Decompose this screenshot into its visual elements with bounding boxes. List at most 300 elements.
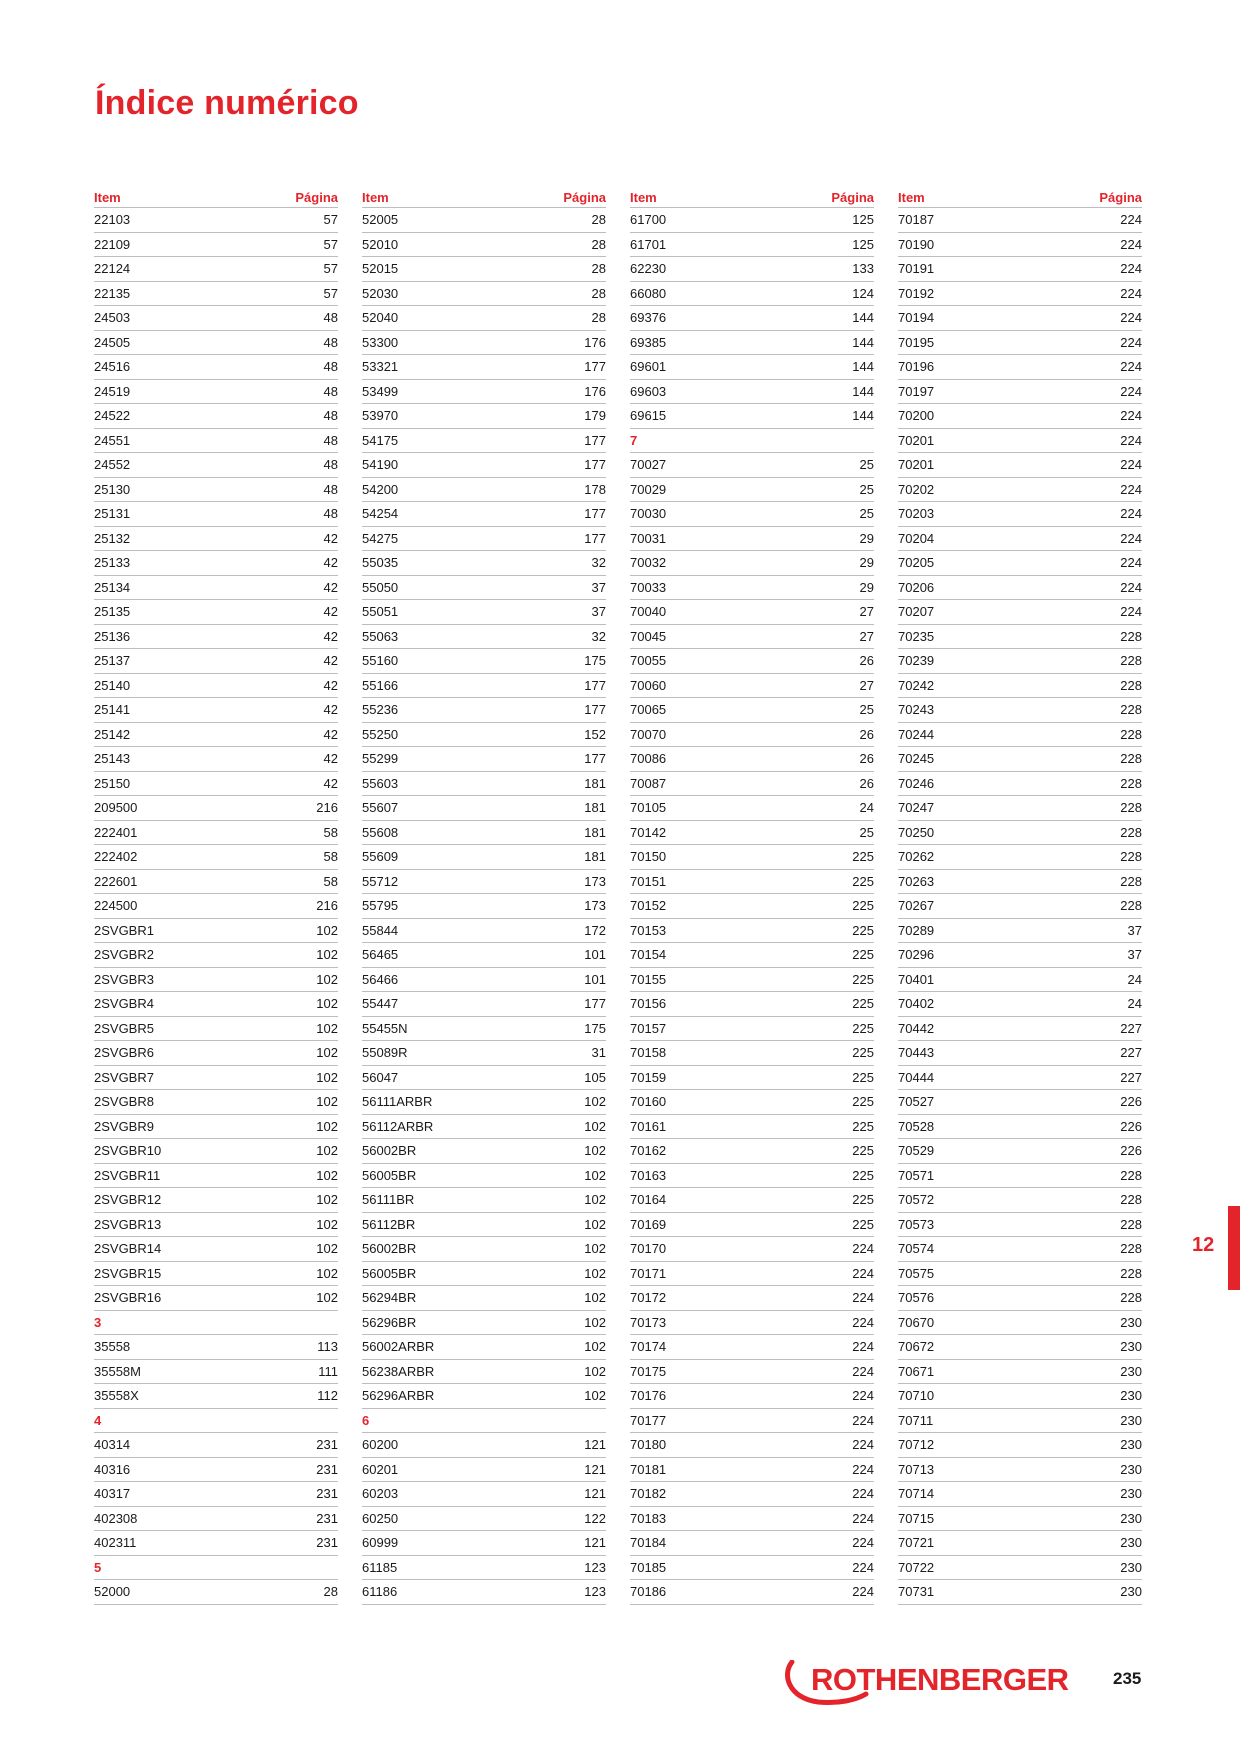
page-reference: 224 (1120, 383, 1142, 399)
page-reference: 224 (1120, 481, 1142, 497)
index-row (362, 1090, 606, 1115)
page-reference: 224 (852, 1461, 874, 1477)
page-reference: 102 (584, 1118, 606, 1134)
index-row (362, 1507, 606, 1532)
item-number: 70173 (630, 1314, 667, 1330)
item-number: 56112BR (362, 1216, 416, 1232)
page-reference: 48 (323, 359, 338, 374)
item-number: 70527 (898, 1094, 935, 1109)
page-reference: 177 (584, 677, 606, 693)
index-row (94, 821, 338, 846)
item-number: 70065 (630, 702, 667, 717)
index-row (94, 992, 338, 1017)
item-number: 70267 (898, 898, 935, 913)
item-number: 70239 (898, 653, 935, 668)
item-number: 60999 (362, 1535, 399, 1550)
item-number: 70201 (898, 457, 935, 472)
page-reference: 228 (1120, 824, 1142, 840)
page-reference: 102 (584, 1314, 606, 1330)
page-reference: 102 (584, 1216, 606, 1232)
index-row (94, 1286, 338, 1311)
item-number: 2SVGBR5 (94, 1020, 154, 1036)
index-row (630, 649, 874, 674)
index-row (630, 919, 874, 944)
page-reference: 224 (1120, 457, 1142, 472)
index-row (362, 1458, 606, 1483)
item-number: 70712 (898, 1437, 935, 1452)
page-reference: 228 (1120, 677, 1142, 693)
item-number: 70203 (898, 506, 935, 521)
item-number: 40316 (94, 1461, 131, 1477)
item-number: 56294BR (362, 1290, 417, 1305)
item-number: 70731 (898, 1584, 935, 1599)
page-reference: 228 (1120, 873, 1142, 889)
page-reference: 228 (1120, 800, 1142, 815)
item-number: 70296 (898, 947, 935, 962)
page-reference: 101 (584, 947, 606, 962)
section-heading-row (94, 1409, 338, 1434)
index-row (362, 1360, 606, 1385)
item-number: 40317 (94, 1486, 131, 1501)
item-number: 62230 (630, 261, 667, 276)
item-number: 70174 (630, 1339, 667, 1354)
page-reference: 125 (852, 236, 874, 252)
index-row (630, 894, 874, 919)
index-row (94, 723, 338, 748)
page-reference: 177 (584, 506, 606, 521)
page-reference: 176 (584, 334, 606, 350)
item-number: 70030 (630, 506, 667, 521)
page-reference: 224 (1120, 310, 1142, 325)
page-reference: 28 (591, 212, 606, 227)
index-row (362, 429, 606, 454)
page-reference: 230 (1120, 1363, 1142, 1379)
item-number: 66080 (630, 285, 667, 301)
page-reference: 102 (316, 1290, 338, 1305)
index-row (362, 992, 606, 1017)
index-row (362, 380, 606, 405)
index-row (362, 1531, 606, 1556)
index-row (362, 1066, 606, 1091)
item-number: 52015 (362, 261, 399, 276)
item-number: 54200 (362, 481, 399, 497)
page-reference: 28 (323, 1584, 338, 1599)
page-reference: 228 (1120, 1167, 1142, 1183)
page-reference: 216 (316, 800, 338, 815)
page-reference: 144 (852, 334, 874, 350)
item-number: 70160 (630, 1094, 667, 1109)
index-row (362, 1311, 606, 1336)
item-number: 60250 (362, 1510, 399, 1526)
index-row (630, 1384, 874, 1409)
index-row (898, 1066, 1142, 1091)
item-number: 70164 (630, 1192, 667, 1207)
index-row (898, 1531, 1142, 1556)
index-row (362, 1041, 606, 1066)
item-number: 70181 (630, 1461, 667, 1477)
item-number: 70191 (898, 261, 935, 276)
page-reference: 224 (852, 1535, 874, 1550)
item-number: 2SVGBR12 (94, 1192, 162, 1207)
page-reference: 224 (852, 1584, 874, 1599)
item-number: 70250 (898, 824, 935, 840)
section-heading-row (94, 1311, 338, 1336)
index-row (898, 1262, 1142, 1287)
page-reference: 224 (1120, 555, 1142, 570)
index-row (94, 1433, 338, 1458)
index-row (94, 772, 338, 797)
column-header (630, 188, 874, 208)
page-reference: 177 (584, 751, 606, 766)
index-row (94, 306, 338, 331)
index-row (362, 772, 606, 797)
index-row (362, 208, 606, 233)
page-reference: 25 (859, 824, 874, 840)
section-heading: 4 (94, 1412, 102, 1428)
page-reference: 24 (1127, 971, 1142, 987)
page-reference: 224 (852, 1510, 874, 1526)
item-number: 70242 (898, 677, 935, 693)
index-row (898, 1507, 1142, 1532)
page-reference: 42 (323, 751, 338, 766)
item-number: 56465 (362, 947, 399, 962)
page-reference: 37 (591, 579, 606, 595)
index-row (630, 527, 874, 552)
index-row (898, 1237, 1142, 1262)
item-number: 56002ARBR (362, 1339, 435, 1354)
item-number: 69615 (630, 408, 667, 423)
index-row (94, 870, 338, 895)
index-row (898, 1041, 1142, 1066)
page-reference: 228 (1120, 1216, 1142, 1232)
item-number: 70175 (630, 1363, 667, 1379)
page-reference: 228 (1120, 1192, 1142, 1207)
page-reference: 225 (852, 1020, 874, 1036)
page-reference: 225 (852, 1094, 874, 1109)
page-reference: 181 (584, 775, 606, 791)
index-row (898, 1017, 1142, 1042)
index-row (362, 331, 606, 356)
index-column-1 (94, 188, 338, 1605)
index-row (898, 1482, 1142, 1507)
page-reference: 102 (316, 1216, 338, 1232)
item-number: 56296ARBR (362, 1388, 435, 1403)
index-row (94, 576, 338, 601)
item-number: 222402 (94, 849, 138, 864)
index-row (94, 1580, 338, 1605)
page-reference: 224 (1120, 261, 1142, 276)
index-row (630, 992, 874, 1017)
item-number: 70721 (898, 1535, 935, 1550)
item-number: 61700 (630, 212, 667, 227)
item-number: 70157 (630, 1020, 667, 1036)
index-row (94, 1384, 338, 1409)
item-number: 70159 (630, 1069, 667, 1085)
index-row (898, 772, 1142, 797)
page-reference: 37 (1127, 922, 1142, 938)
index-row (94, 649, 338, 674)
index-row (94, 674, 338, 699)
index-row (94, 429, 338, 454)
item-number: 70187 (898, 212, 935, 227)
index-row (630, 502, 874, 527)
section-heading-row (362, 1409, 606, 1434)
item-number: 2SVGBR11 (94, 1167, 161, 1183)
header-page-label: Página (1099, 190, 1142, 205)
index-row (94, 233, 338, 258)
index-row (630, 1262, 874, 1287)
index-row (362, 674, 606, 699)
index-row (898, 1115, 1142, 1140)
index-row (362, 821, 606, 846)
page-reference: 225 (852, 947, 874, 962)
page-reference: 102 (316, 922, 338, 938)
index-row (362, 919, 606, 944)
item-number: 56238ARBR (362, 1363, 435, 1379)
index-row (630, 404, 874, 429)
item-number: 70670 (898, 1314, 935, 1330)
item-number: 70070 (630, 726, 667, 742)
page-reference: 177 (584, 996, 606, 1011)
page-reference: 224 (1120, 579, 1142, 595)
index-row (898, 747, 1142, 772)
page-reference: 177 (584, 359, 606, 374)
page-reference: 228 (1120, 1241, 1142, 1256)
index-row (898, 625, 1142, 650)
item-number: 2SVGBR7 (94, 1069, 154, 1085)
page-reference: 42 (323, 702, 338, 717)
item-number: 24522 (94, 408, 131, 423)
item-number: 70444 (898, 1069, 935, 1085)
page-reference: 230 (1120, 1486, 1142, 1501)
section-heading-row (94, 1556, 338, 1581)
item-number: 56111BR (362, 1192, 415, 1207)
index-row (362, 1556, 606, 1581)
index-row (94, 1164, 338, 1189)
index-row (362, 600, 606, 625)
item-number: 69601 (630, 359, 667, 374)
item-number: 60200 (362, 1437, 399, 1452)
page-reference: 102 (584, 1339, 606, 1354)
item-number: 55603 (362, 775, 399, 791)
index-row (362, 233, 606, 258)
item-number: 24552 (94, 457, 131, 472)
index-row (362, 845, 606, 870)
item-number: 70105 (630, 800, 667, 815)
item-number: 70204 (898, 530, 935, 546)
item-number: 70176 (630, 1388, 667, 1403)
page-reference: 58 (323, 849, 338, 864)
item-number: 70186 (630, 1584, 667, 1599)
index-row (94, 919, 338, 944)
page-reference: 228 (1120, 628, 1142, 644)
item-number: 55844 (362, 922, 399, 938)
index-column-4 (898, 188, 1142, 1605)
index-row (362, 527, 606, 552)
page-reference: 225 (852, 1216, 874, 1232)
index-row (898, 674, 1142, 699)
item-number: 70171 (630, 1265, 667, 1281)
page-reference: 57 (323, 261, 338, 276)
page-reference: 113 (317, 1339, 338, 1354)
header-item-label: Item (94, 190, 121, 205)
index-row (94, 894, 338, 919)
item-number: 40314 (94, 1437, 131, 1452)
index-row (630, 1580, 874, 1605)
index-row (630, 772, 874, 797)
item-number: 53970 (362, 408, 399, 423)
page-reference: 102 (316, 1143, 338, 1158)
page-reference: 123 (584, 1584, 606, 1599)
page-reference: 177 (584, 432, 606, 448)
item-number: 35558 (94, 1339, 131, 1354)
item-number: 70162 (630, 1143, 667, 1158)
index-row (898, 845, 1142, 870)
page-reference: 231 (316, 1535, 338, 1550)
page-reference: 42 (323, 604, 338, 619)
index-row (94, 1458, 338, 1483)
index-row (630, 1188, 874, 1213)
page-reference: 58 (323, 873, 338, 889)
page-reference: 101 (584, 971, 606, 987)
index-row (898, 1213, 1142, 1238)
index-row (94, 257, 338, 282)
index-row (362, 1213, 606, 1238)
item-number: 35558M (94, 1363, 141, 1379)
index-row (94, 1507, 338, 1532)
index-row (362, 1164, 606, 1189)
page-reference: 102 (316, 996, 338, 1011)
item-number: 70402 (898, 996, 935, 1011)
page-reference: 42 (323, 653, 338, 668)
index-row (898, 1360, 1142, 1385)
item-number: 2SVGBR16 (94, 1290, 162, 1305)
page-reference: 225 (852, 873, 874, 889)
index-row (630, 208, 874, 233)
index-row (898, 1139, 1142, 1164)
index-row (94, 331, 338, 356)
index-row (630, 1433, 874, 1458)
page-reference: 230 (1120, 1339, 1142, 1354)
index-row (630, 1041, 874, 1066)
index-row (898, 1458, 1142, 1483)
item-number: 70031 (630, 530, 667, 546)
item-number: 25143 (94, 751, 131, 766)
item-number: 70152 (630, 898, 667, 913)
item-number: 52000 (94, 1584, 131, 1599)
page-reference: 224 (1120, 212, 1142, 227)
index-row (630, 1115, 874, 1140)
item-number: 70180 (630, 1437, 667, 1452)
item-number: 70190 (898, 236, 935, 252)
item-number: 25132 (94, 530, 131, 546)
page-reference: 144 (852, 310, 874, 325)
index-row (898, 698, 1142, 723)
item-number: 70235 (898, 628, 935, 644)
index-row (94, 380, 338, 405)
index-row (362, 796, 606, 821)
item-number: 70205 (898, 555, 935, 570)
page-reference: 230 (1120, 1510, 1142, 1526)
item-number: 70263 (898, 873, 935, 889)
page-reference: 121 (584, 1437, 606, 1452)
page-reference: 228 (1120, 775, 1142, 791)
item-number: 69376 (630, 310, 667, 325)
page-reference: 227 (1120, 1045, 1142, 1060)
item-number: 70443 (898, 1045, 935, 1060)
page-reference: 231 (316, 1461, 338, 1477)
page-reference: 25 (859, 481, 874, 497)
item-number: 55607 (362, 800, 399, 815)
index-row (362, 355, 606, 380)
page-reference: 181 (584, 849, 606, 864)
item-number: 70711 (898, 1412, 934, 1428)
page-reference: 29 (859, 530, 874, 546)
index-row (94, 478, 338, 503)
index-row (898, 453, 1142, 478)
page-reference: 224 (1120, 285, 1142, 301)
item-number: 70574 (898, 1241, 935, 1256)
page-reference: 231 (316, 1510, 338, 1526)
item-number: 55795 (362, 898, 399, 913)
index-row (94, 1115, 338, 1140)
index-row (362, 1384, 606, 1409)
index-row (94, 1090, 338, 1115)
index-row (630, 674, 874, 699)
page-reference: 224 (852, 1559, 874, 1575)
index-row (898, 429, 1142, 454)
item-number: 70571 (898, 1167, 935, 1183)
item-number: 55160 (362, 653, 399, 668)
item-number: 2SVGBR14 (94, 1241, 162, 1256)
index-row (362, 723, 606, 748)
item-number: 70442 (898, 1020, 935, 1036)
page-reference: 48 (323, 457, 338, 472)
item-number: 70529 (898, 1143, 935, 1158)
index-row (898, 992, 1142, 1017)
index-row (630, 453, 874, 478)
item-number: 22109 (94, 236, 131, 252)
page-reference: 228 (1120, 898, 1142, 913)
page-reference: 58 (323, 824, 338, 840)
index-row (898, 1433, 1142, 1458)
item-number: 2SVGBR2 (94, 947, 154, 962)
item-number: 53499 (362, 383, 399, 399)
item-number: 2SVGBR3 (94, 971, 154, 987)
item-number: 52030 (362, 285, 399, 301)
page-reference: 224 (852, 1388, 874, 1403)
header-page-label: Página (563, 190, 606, 205)
page-reference: 105 (584, 1069, 606, 1085)
page-reference: 230 (1120, 1437, 1142, 1452)
index-row (362, 453, 606, 478)
item-number: 70182 (630, 1486, 667, 1501)
page-reference: 144 (852, 383, 874, 399)
item-number: 61185 (362, 1559, 398, 1575)
page-reference: 230 (1120, 1559, 1142, 1575)
page-reference: 102 (316, 1241, 338, 1256)
index-row (94, 845, 338, 870)
page-reference: 224 (1120, 408, 1142, 423)
item-number: 70243 (898, 702, 935, 717)
item-number: 70714 (898, 1486, 935, 1501)
page-reference: 216 (316, 898, 338, 913)
index-row (630, 478, 874, 503)
index-row (630, 551, 874, 576)
index-row (630, 796, 874, 821)
page-reference: 144 (852, 359, 874, 374)
page-reference: 225 (852, 1192, 874, 1207)
